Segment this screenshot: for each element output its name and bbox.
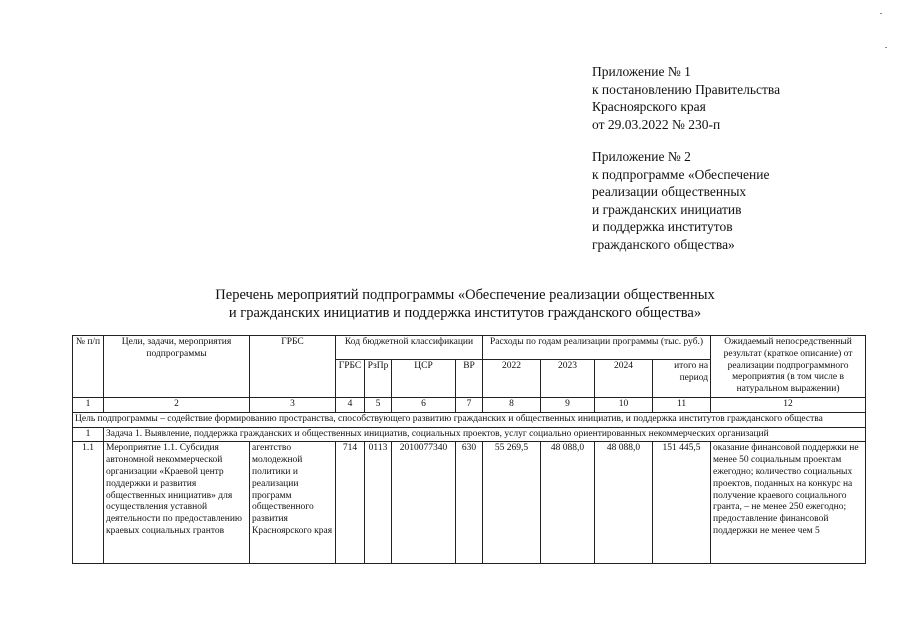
- document-title-line: и гражданских инициатив и поддержка институтов гражданского общества»: [228, 305, 702, 321]
- column-number: 7: [456, 397, 483, 412]
- goal-row: [73, 412, 866, 427]
- header-total: итого на период: [653, 359, 711, 397]
- column-number: 10: [595, 397, 653, 412]
- appendix-1-line: Приложение № 1: [592, 64, 691, 79]
- task-text: Задача 1. Выявление, поддержка гражданских и общественных инициатив, социальных проектов, услуг социально ориентированных некоммерческих организаций: [104, 427, 866, 442]
- column-number: 9: [541, 397, 595, 412]
- appendix-1-line: Красноярского края: [592, 99, 706, 114]
- header-expenses: Расходы по годам реализации программы (тыс. руб.): [483, 336, 711, 360]
- activities-table: [72, 335, 866, 564]
- scan-speck: [885, 47, 887, 48]
- header-code-csr: ЦСР: [392, 359, 456, 397]
- activity-num: 1.1: [73, 442, 104, 564]
- column-number-row: [73, 397, 866, 412]
- scan-speck: [880, 13, 882, 14]
- header-num: № п/п: [73, 336, 104, 398]
- appendix-2-line: реализации общественных: [592, 184, 747, 199]
- document-title: [120, 286, 810, 322]
- appendix-1-line: к постановлению Правительства: [592, 81, 781, 97]
- appendix-2-line: гражданского общества»: [592, 236, 735, 252]
- column-number: 11: [653, 397, 711, 412]
- activity-expense-2024: 48 088,0: [595, 442, 653, 564]
- column-number: 4: [336, 397, 365, 412]
- appendix-2-block: [592, 148, 769, 253]
- appendix-1-block: [592, 63, 780, 133]
- activity-result: оказание финансовой поддержки не менее 50 социальным проектам ежегодно; количество социальных проектов, поданных на конкурс на получение краевого социального гранта, – не менее 250 ежегодно; предоставление финансовой поддержки не менее чем 5: [711, 442, 866, 564]
- goal-text: Цель подпрограммы – содействие формированию пространства, способствующего развитию гражданских и общественных инициатив, и поддержка институтов гражданского общества: [73, 412, 866, 427]
- activity-expense-2022: 55 269,5: [483, 442, 541, 564]
- activity-expense-total: 151 445,5: [653, 442, 711, 564]
- header-result: Ожидаемый непосредственный результат (краткое описание) от реализации подпрограммного мероприятия (в том числе в натуральном выражении): [711, 336, 866, 398]
- column-number: 3: [250, 397, 336, 412]
- activity-code-vr: 630: [456, 442, 483, 564]
- column-number: 2: [104, 397, 250, 412]
- header-goals: Цели, задачи, мероприятия подпрограммы: [104, 336, 250, 398]
- activity-code-csr: 2010077340: [392, 442, 456, 564]
- appendix-2-line: и поддержка институтов: [592, 219, 733, 234]
- header-year-2024: 2024: [595, 359, 653, 397]
- activity-expense-2023: 48 088,0: [541, 442, 595, 564]
- header-code-grbs: ГРБС: [336, 359, 365, 397]
- activity-row: [73, 442, 866, 564]
- column-number: 1: [73, 397, 104, 412]
- header-budget-code: Код бюджетной классификации: [336, 336, 483, 360]
- column-number: 6: [392, 397, 456, 412]
- header-code-vr: ВР: [456, 359, 483, 397]
- column-number: 12: [711, 397, 866, 412]
- appendix-1-line: от 29.03.2022 № 230-п: [592, 116, 721, 132]
- appendix-2-line: и гражданских инициатив: [592, 201, 742, 217]
- header-row: [73, 336, 866, 360]
- activity-name: Мероприятие 1.1. Субсидия автономной некоммерческой организации «Краевой центр поддержки и развития общественных инициатив» для осуществления уставной деятельности по предоставлению краевых социальных грантов: [104, 442, 250, 564]
- activity-code-grbs: 714: [336, 442, 365, 564]
- column-number: 8: [483, 397, 541, 412]
- task-row: [73, 427, 866, 442]
- header-year-2022: 2022: [483, 359, 541, 397]
- task-num: 1: [73, 427, 104, 442]
- header-grbs: ГРБС: [250, 336, 336, 398]
- header-code-rzpr: РзПр: [365, 359, 392, 397]
- appendix-2-line: к подпрограмме «Обеспечение: [592, 166, 770, 182]
- activity-grbs-name: агентство молодежной политики и реализации программ общественного развития Красноярского края: [250, 442, 336, 564]
- document-title-line: Перечень мероприятий подпрограммы «Обеспечение реализации общественных: [215, 287, 715, 303]
- header-year-2023: 2023: [541, 359, 595, 397]
- appendix-2-line: Приложение № 2: [592, 149, 691, 164]
- column-number: 5: [365, 397, 392, 412]
- activity-code-rzpr: 0113: [365, 442, 392, 564]
